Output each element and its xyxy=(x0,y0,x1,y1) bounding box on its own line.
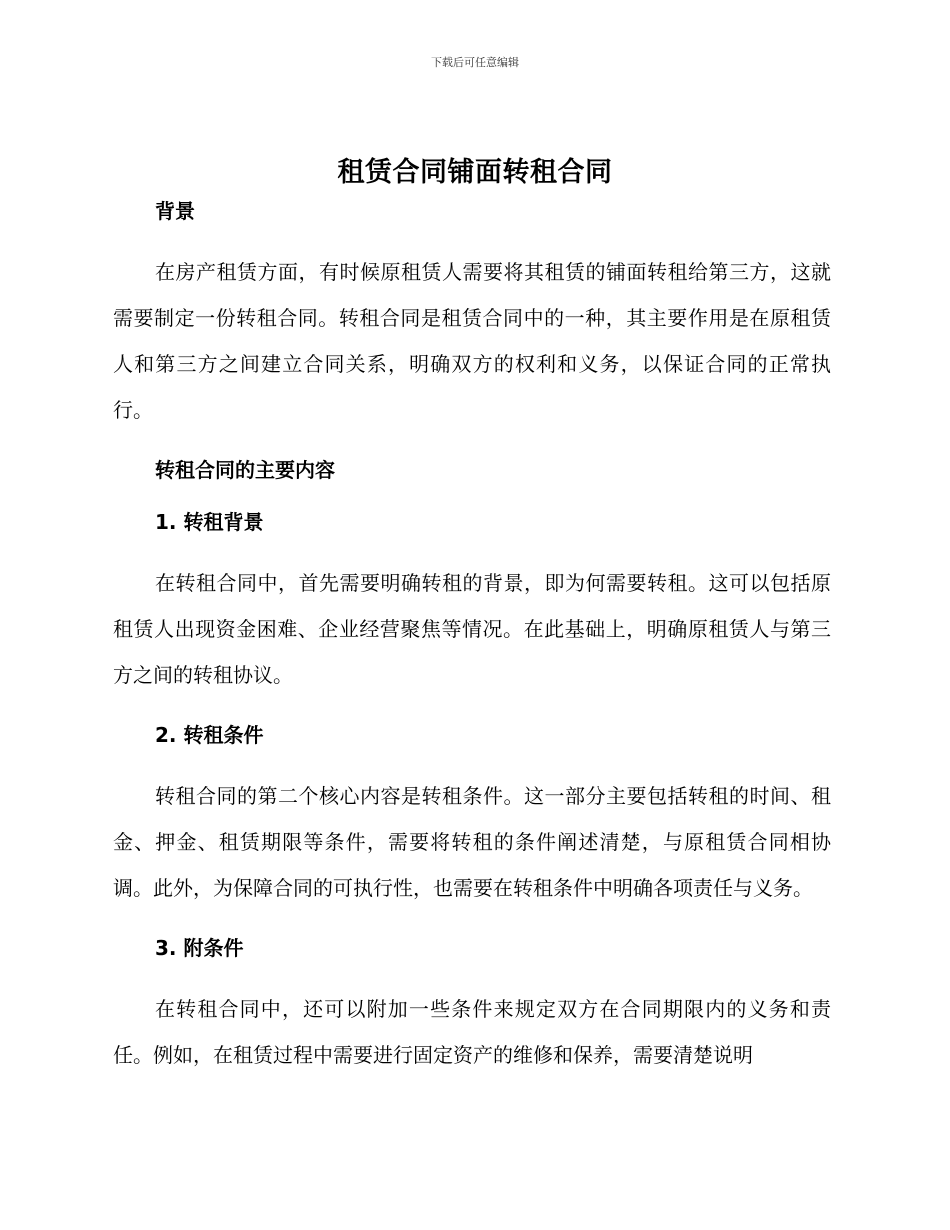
header-note: 下载后可任意编辑 xyxy=(431,56,519,69)
section-heading-main-content: 转租合同的主要内容 xyxy=(155,458,335,482)
section-paragraph-sublease-conditions: 转租合同的第二个核心内容是转租条件。这一部分主要包括转租的时间、租金、押金、租赁期限等条件，需要将转租的条件阐述清楚，与原租赁合同相协调。此外，为保障合同的可执行性，也需要在转租条件中明确各项责任与义务。 xyxy=(113,784,831,900)
section-paragraph-additional-conditions: 在转租合同中，还可以附加一些条件来规定双方在合同期限内的义务和责任。例如，在租赁过程中需要进行固定资产的维修和保养，需要清楚说明 xyxy=(113,997,831,1067)
section-paragraph-background: 在房产租赁方面，有时候原租赁人需要将其租赁的铺面转租给第三方，这就需要制定一份转租合同。转租合同是租赁合同中的一种，其主要作用是在原租赁人和第三方之间建立合同关系，明确双方的权利和义务，以保证合同的正常执行。 xyxy=(113,260,831,422)
section-heading-sublease-conditions: 2. 转租条件 xyxy=(155,723,264,747)
section-heading-background: 背景 xyxy=(155,199,195,223)
section-paragraph-sublease-background: 在转租合同中，首先需要明确转租的背景，即为何需要转租。这可以包括原租赁人出现资金困难、企业经营聚焦等情况。在此基础上，明确原租赁人与第三方之间的转租协议。 xyxy=(113,571,831,687)
document-body xyxy=(113,196,831,1078)
section-heading-sublease-background: 1. 转租背景 xyxy=(155,510,264,534)
section-heading-additional-conditions: 3. 附条件 xyxy=(155,936,244,960)
document-title: 租赁合同铺面转租合同 xyxy=(337,157,613,188)
